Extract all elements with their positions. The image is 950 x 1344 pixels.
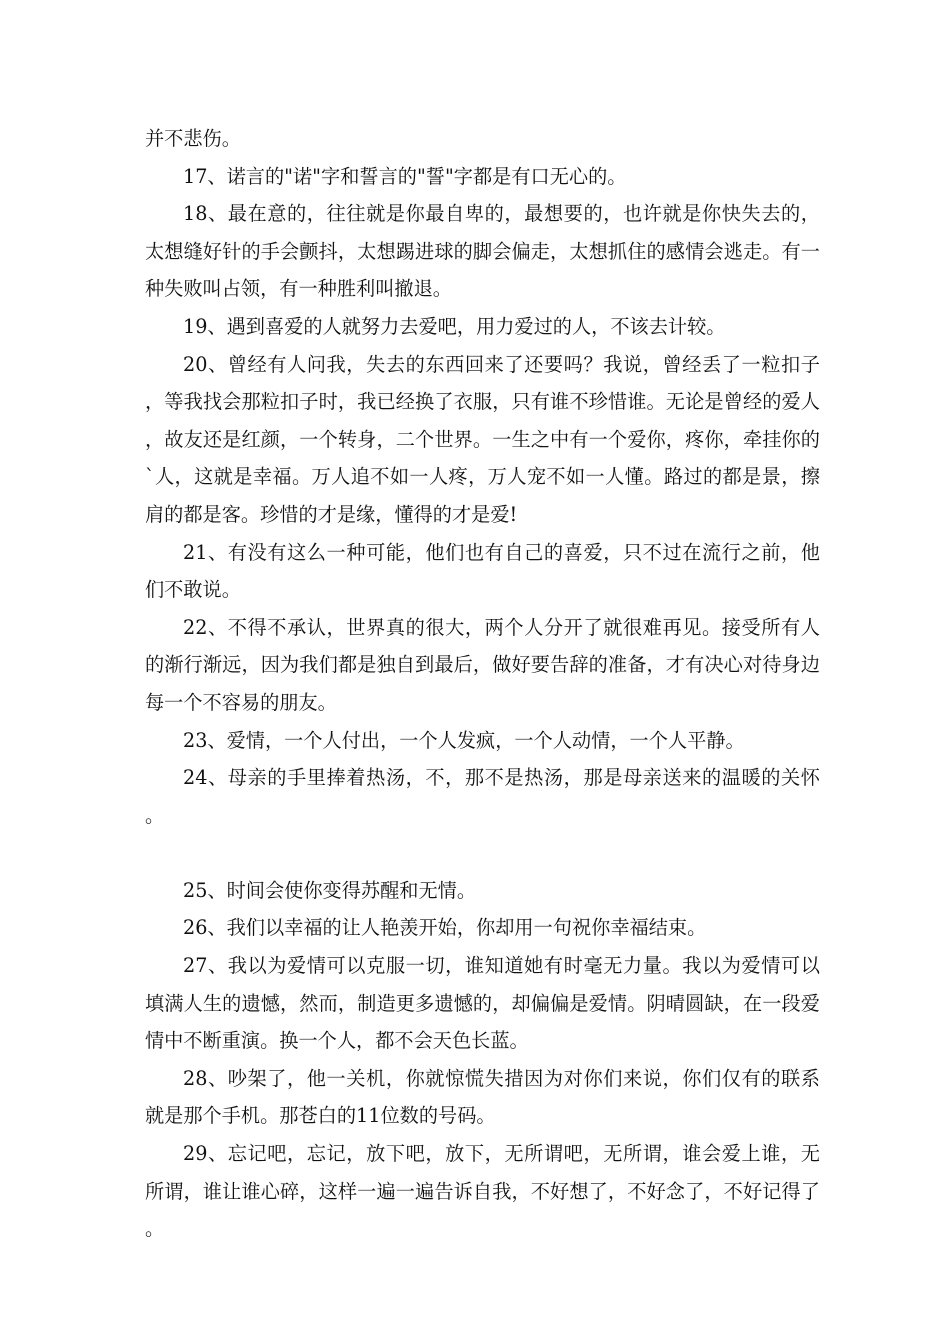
paragraph-24: 24、母亲的手里捧着热汤，不，那不是热汤，那是母亲送来的温暖的关怀。 xyxy=(145,766,820,827)
paragraph-23: 23、爱情，一个人付出，一个人发疯，一个人动情，一个人平静。 xyxy=(183,728,745,752)
paragraph-28: 28、吵架了，他一关机，你就惊慌失措因为对你们来说，你们仅有的联系就是那个手机。那苍白的11位数的号码。 xyxy=(145,1066,820,1128)
paragraph-20: 20、曾经有人问我，失去的东西回来了还要吗？我说，曾经丢了一粒扣子，等我找会那粒扣子时，我已经换了衣服，只有谁不珍惜谁。无论是曾经的爱人，故友还是红颜，一个转身，二个世界。一生之中有一个爱你，疼你，牵挂你的`人，这就是幸福。万人追不如一人疼，万人宠不如一人懂。路过的都是景，擦肩的都是客。珍惜的才是缘，懂得的才是爱! xyxy=(145,352,820,526)
document-body xyxy=(145,120,820,1248)
paragraph-19: 19、遇到喜爱的人就努力去爱吧，用力爱过的人，不该去计较。 xyxy=(183,314,726,338)
paragraph-25: 25、时间会使你变得苏醒和无情。 xyxy=(183,878,477,902)
paragraph-21: 21、有没有这么一种可能，他们也有自己的喜爱，只不过在流行之前，他们不敢说。 xyxy=(145,540,820,602)
paragraph-27: 27、我以为爱情可以克服一切，谁知道她有时毫无力量。我以为爱情可以填满人生的遗憾，然而，制造更多遗憾的，却偏偏是爱情。阴晴圆缺，在一段爱情中不断重演。换一个人，都不会天色长蓝。 xyxy=(145,954,820,1053)
paragraph-26: 26、我们以幸福的让人艳羡开始，你却用一句祝你幸福结束。 xyxy=(183,916,707,940)
paragraph-17: 17、诺言的"诺"字和誓言的"誓"字都是有口无心的。 xyxy=(183,164,627,188)
paragraph-continuation: 并不悲伤。 xyxy=(145,127,241,150)
paragraph-29: 29、忘记吧，忘记，放下吧，放下，无所谓吧，无所谓，谁会爱上谁，无所谓，谁让谁心碎，这样一遍一遍告诉自我，不好想了，不好念了，不好记得了。 xyxy=(145,1142,820,1241)
paragraph-22: 22、不得不承认，世界真的很大，两个人分开了就很难再见。接受所有人的渐行渐远，因为我们都是独自到最后，做好要告辞的准备，才有决心对待身边每一个不容易的朋友。 xyxy=(145,615,820,714)
paragraph-18: 18、最在意的，往往就是你最自卑的，最想要的，也许就是你快失去的，太想缝好针的手会颤抖，太想踢进球的脚会偏走，太想抓住的感情会逃走。有一种失败叫占领，有一种胜利叫撤退。 xyxy=(145,202,820,301)
